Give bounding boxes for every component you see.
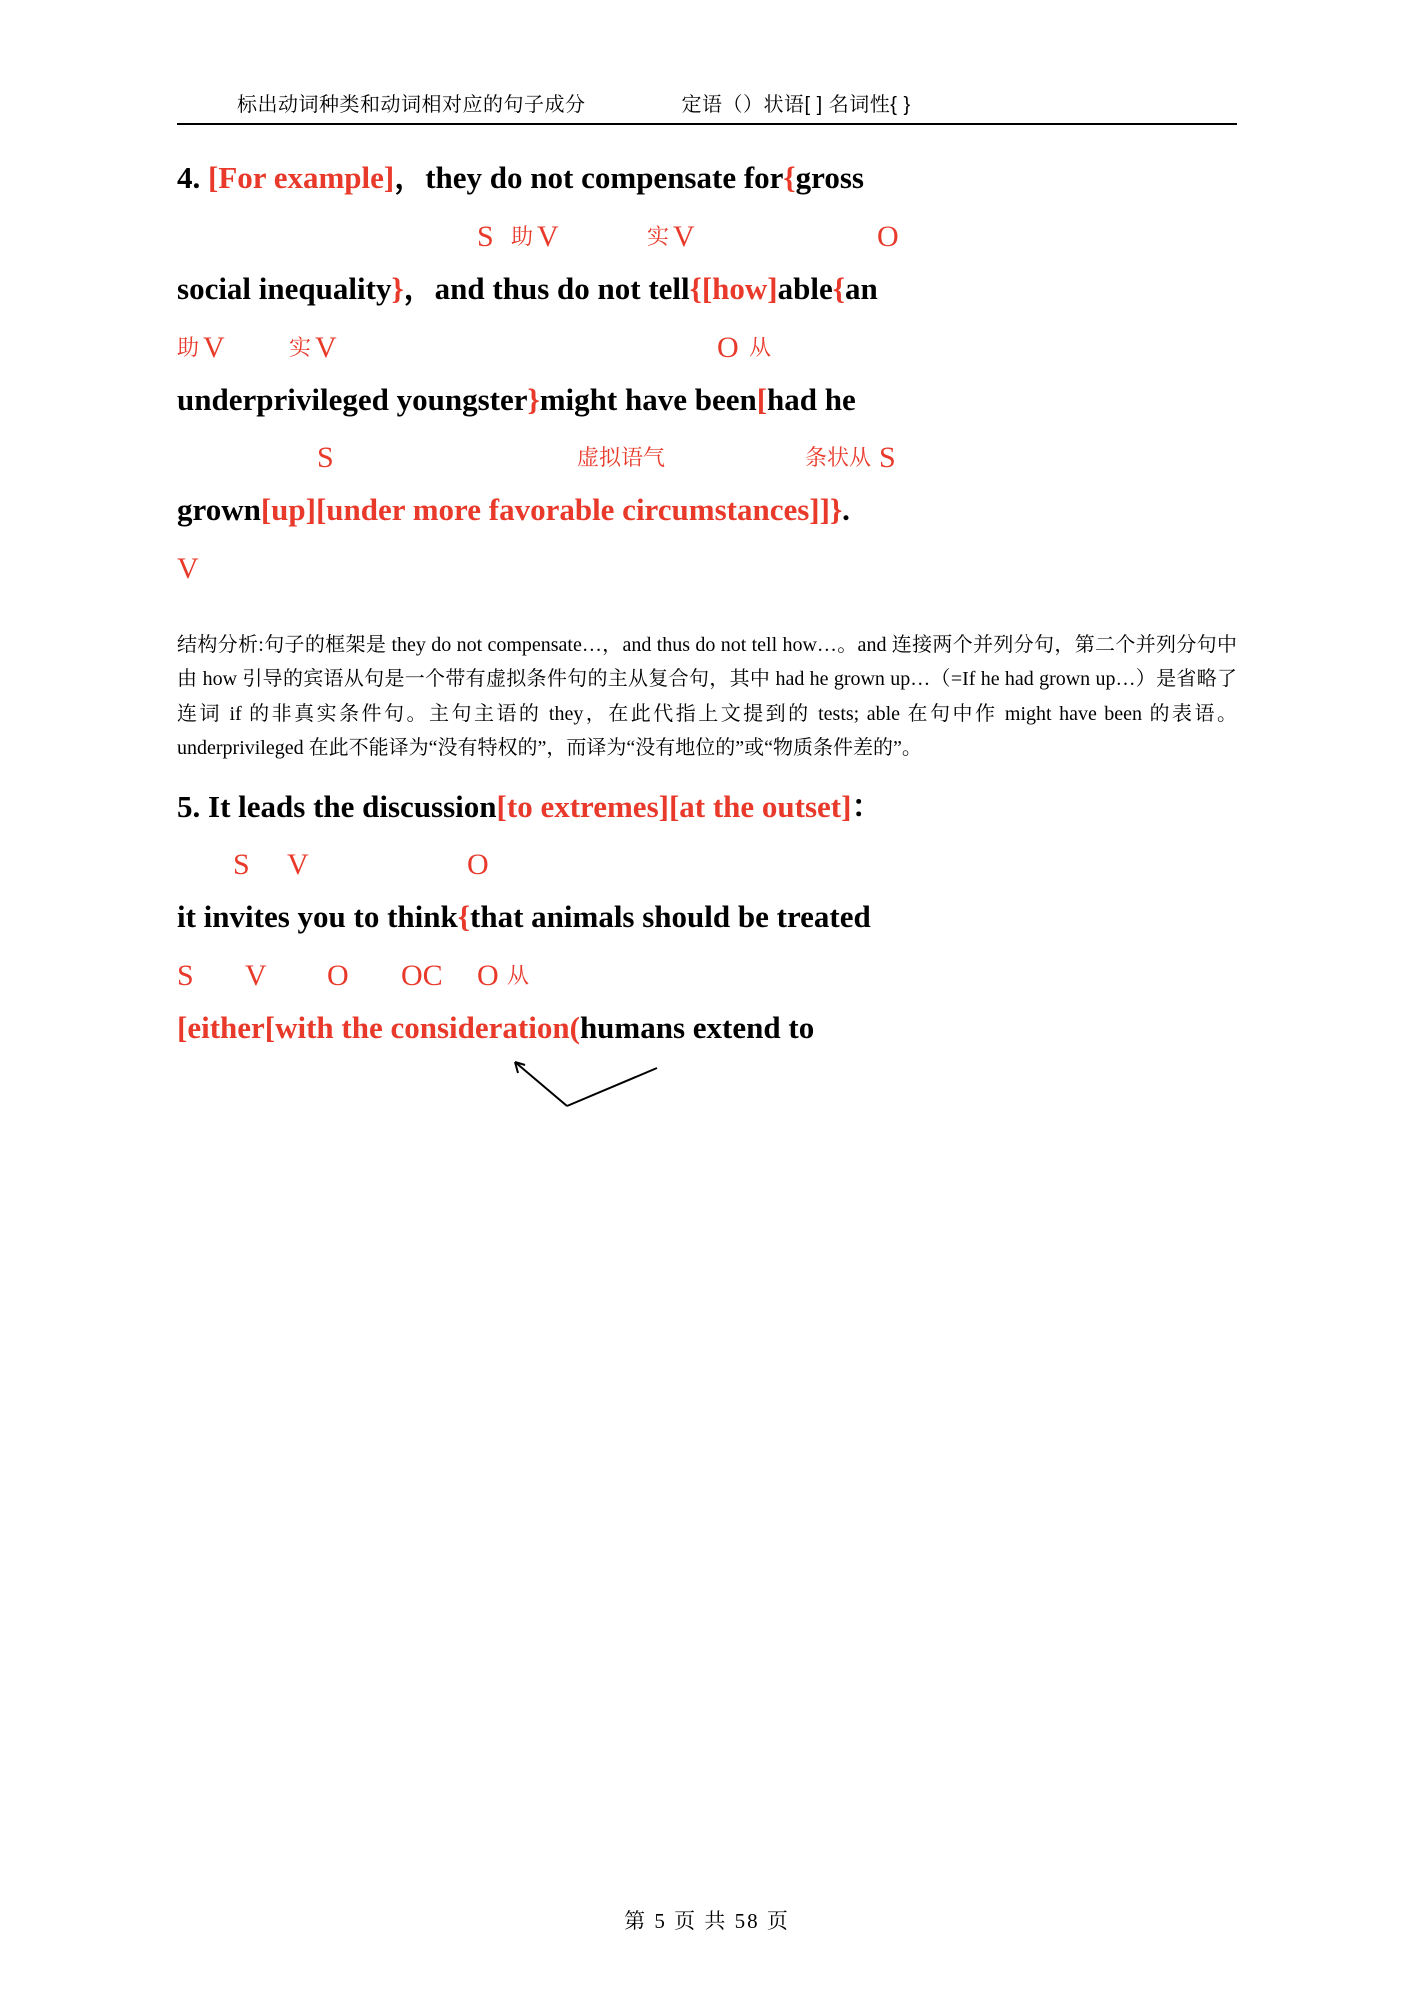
marker-S: S (879, 441, 896, 475)
marker-real: 实 (289, 334, 312, 360)
exercise-item-4 (177, 159, 1237, 766)
marker-V: V (203, 330, 225, 364)
marker-O: O (477, 959, 499, 993)
marker-row (177, 425, 1237, 491)
marker-aux: 助 (511, 223, 534, 249)
marker-aux: 助 (177, 334, 200, 360)
marker-O: O (327, 959, 349, 993)
marker-V: V (537, 219, 559, 253)
marker-row (177, 315, 1237, 381)
marker-S: S (317, 441, 334, 475)
analysis-paragraph: 结构分析:句子的框架是 they do not compensate…，and thus do not tell how…。and 连接两个并列分句，第二个并列分句中由 how 引导的宾语从句是一个带有虚拟条件句的主从复合句，其中 had he grown up…（=If he had grown up…）是省略了连词 if 的非真实条件句。主句主语的 they，在此代指上文提到的 tests; able 在句中作 might have been 的表语。underprivileged 在此不能译为“没有特权的”，而译为“没有地位的”或“物质条件差的”。 (177, 634, 1237, 760)
marker-S: S (477, 219, 494, 253)
marker-row (177, 832, 1237, 898)
marker-S: S (177, 959, 194, 993)
page-header (177, 0, 1237, 125)
marker-V: V (315, 330, 337, 364)
sentence-line: 5. It leads the discussion[to extremes][at the outset]： (177, 788, 883, 824)
marker-row (177, 536, 1237, 602)
marker-V: V (673, 219, 695, 253)
marker-V: V (177, 552, 199, 585)
marker-row (177, 943, 1237, 1009)
marker-V: V (287, 848, 309, 882)
sentence-line: it invites you to think{that animals should be treated (177, 899, 871, 935)
sentence-line: underprivileged youngster}might have been[had he (177, 381, 856, 417)
page-footer: 第 5 页 共 58 页 (624, 1909, 790, 1933)
header-left-title: 标出动词种类和动词相对应的句子成分 (237, 94, 586, 116)
marker-real: 实 (647, 223, 670, 249)
marker-V: V (245, 959, 267, 993)
marker-OC: OC (401, 959, 443, 993)
annotation-arrow (177, 1054, 1237, 1124)
sentence-line: social inequality}，and thus do not tell{[how]able{an (177, 270, 878, 306)
sentence-line: [either[with the consideration(humans extend to (177, 1010, 815, 1046)
header-right-legend: 定语（）状语[ ] 名词性{ } (681, 94, 911, 116)
sentence-line: 4. [For example]，they do not compensate for{gross (177, 160, 864, 195)
marker-clause: 从 (507, 963, 530, 989)
marker-O: O (717, 330, 739, 364)
marker-O: O (877, 219, 899, 253)
marker-S: S (233, 848, 250, 882)
document-content (177, 125, 1237, 1124)
sentence-line: grown[up][under more favorable circumstances]]}. (177, 492, 850, 528)
exercise-item-5 (177, 788, 1237, 1124)
marker-subjunctive: 虚拟语气 (577, 445, 666, 471)
marker-conditional-clause: 条状从 (805, 445, 872, 471)
marker-clause: 从 (749, 334, 772, 360)
marker-O: O (467, 848, 489, 882)
marker-row (177, 204, 1237, 270)
